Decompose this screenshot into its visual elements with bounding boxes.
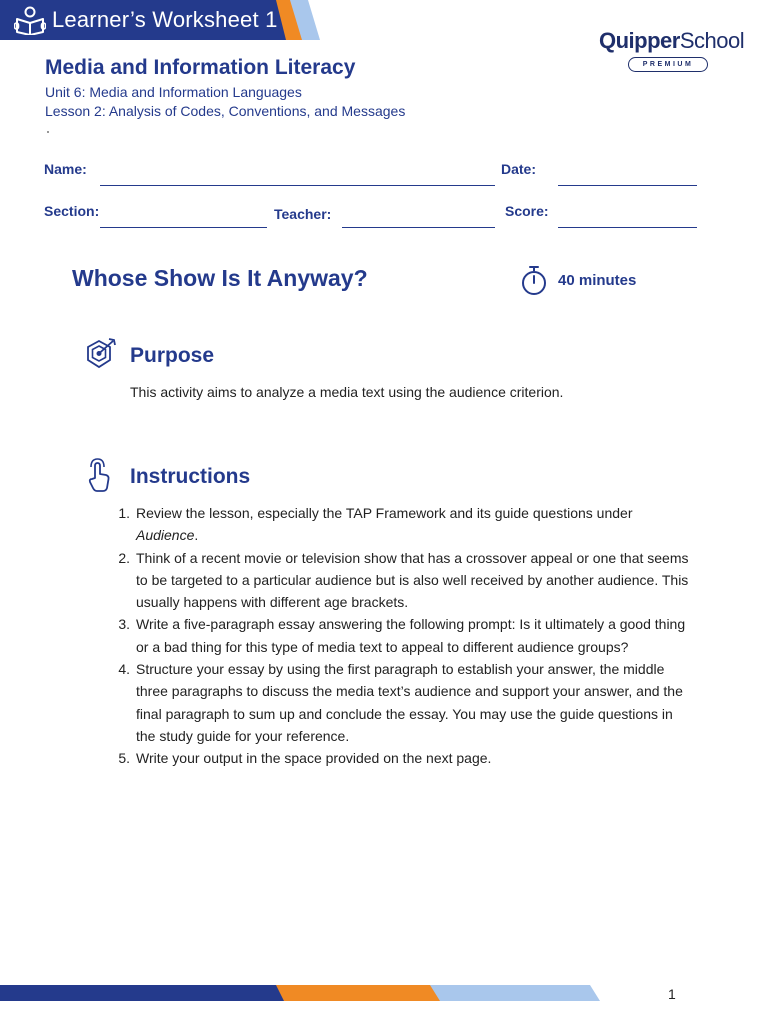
pointing-hand-icon	[84, 458, 114, 494]
activity-title: Whose Show Is It Anyway?	[72, 265, 368, 291]
list-item	[110, 547, 690, 614]
item-number: 2 .	[110, 547, 130, 569]
list-item	[110, 747, 690, 769]
item-text: Review the lesson, especially the TAP Framework and its guide questions under	[136, 505, 633, 521]
section-label: Section:	[44, 203, 100, 219]
name-field[interactable]	[100, 185, 495, 186]
list-item	[110, 613, 690, 658]
footer-stripe	[0, 985, 768, 1001]
item-text: Write your output in the space provided on the next page.	[136, 750, 492, 767]
item-number: 5 .	[110, 747, 130, 769]
teacher-label: Teacher:	[274, 206, 332, 222]
item-number: 4 .	[110, 658, 130, 680]
activity-duration: 40 minutes	[558, 272, 637, 289]
item-text: Structure your essay by using the first paragraph to establish your answer, the middle three paragraphs to discuss the media text’s audience and support your answer, and the final paragraph to sum up and conclude the essay. You may use the guide questions in the study guide for your reference.	[136, 661, 683, 744]
date-label: Date:	[501, 161, 537, 177]
unit-title: Unit 6: Media and Information Languages	[45, 84, 302, 100]
reader-book-icon	[14, 5, 46, 35]
date-field[interactable]	[558, 185, 697, 186]
list-item	[110, 658, 690, 747]
item-number: 1 .	[110, 502, 130, 524]
logo-brand-light: School	[679, 28, 745, 53]
target-icon	[84, 337, 118, 371]
item-text: Think of a recent movie or television show that has a crossover appeal or one that seems to be targeted to a particular audience but is also well received by another audience. This usually happens with different age brackets.	[136, 549, 689, 611]
quipper-school-logo	[599, 28, 744, 54]
teacher-field[interactable]	[342, 227, 495, 228]
page-number: 1	[668, 986, 676, 1002]
score-label: Score:	[505, 203, 549, 219]
purpose-heading: Purpose	[130, 344, 215, 367]
logo-brand-bold: Quipper	[599, 28, 680, 53]
instructions-list	[110, 502, 690, 770]
list-item	[110, 502, 690, 547]
item-tail: .	[194, 527, 199, 544]
section-field[interactable]	[100, 227, 267, 228]
premium-badge: PREMIUM	[628, 57, 708, 72]
lesson-title: Lesson 2: Analysis of Codes, Conventions, and Messages	[45, 103, 406, 119]
score-field[interactable]	[558, 227, 697, 228]
item-text: Write a five-paragraph essay answering the following prompt: Is it ultimately a good thing or a bad thing for this type of media text to appeal to different audience groups?	[136, 616, 686, 655]
stray-dot	[47, 131, 49, 133]
item-emphasis: Audience	[136, 527, 195, 544]
instructions-heading: Instructions	[130, 465, 251, 488]
purpose-text: This activity aims to analyze a media text using the audience criterion.	[130, 384, 564, 400]
subject-title: Media and Information Literacy	[45, 56, 356, 79]
stopwatch-icon	[520, 265, 548, 297]
banner-title: Learner’s Worksheet 1	[52, 7, 278, 32]
item-number: 3 .	[110, 613, 130, 635]
name-label: Name:	[44, 161, 87, 177]
